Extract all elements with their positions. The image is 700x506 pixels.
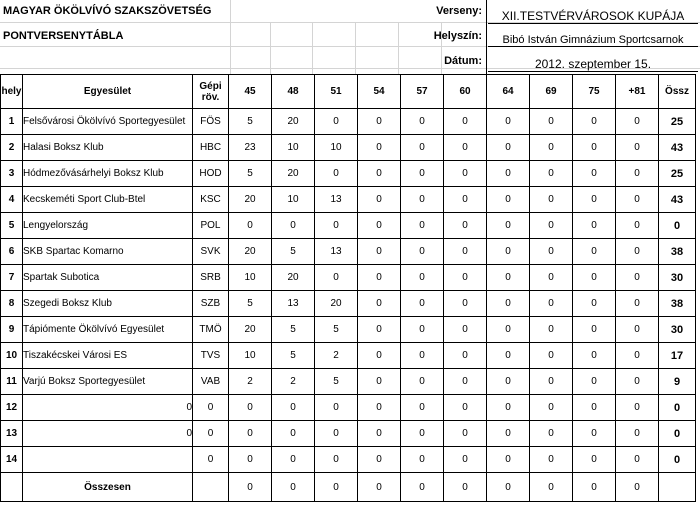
col-weight: +81	[616, 75, 659, 109]
score-cell[interactable]: 0	[401, 369, 444, 395]
club-cell[interactable]: Lengyelország	[23, 213, 193, 239]
col-place: hely	[1, 75, 23, 109]
summary-cell[interactable]	[659, 473, 696, 502]
score-cell[interactable]: 0	[401, 317, 444, 343]
score-cell[interactable]: 0	[573, 369, 616, 395]
score-cell[interactable]: 0	[358, 343, 401, 369]
score-cell[interactable]: 0	[272, 395, 315, 421]
score-cell[interactable]: 0	[401, 291, 444, 317]
score-cell[interactable]: 0	[444, 317, 487, 343]
score-cell[interactable]: 0	[444, 343, 487, 369]
score-cell[interactable]: 0	[358, 369, 401, 395]
code-cell[interactable]: HBC	[193, 135, 229, 161]
summary-cell[interactable]	[193, 473, 229, 502]
table-title: PONTVERSENYTÁBLA	[3, 30, 124, 42]
score-cell[interactable]: 0	[530, 161, 573, 187]
code-cell[interactable]: SVK	[193, 239, 229, 265]
score-cell[interactable]: 0	[315, 447, 358, 473]
score-cell[interactable]: 5	[229, 161, 272, 187]
score-cell[interactable]: 13	[272, 291, 315, 317]
club-cell[interactable]: 0	[23, 421, 193, 447]
summary-score[interactable]: 0	[272, 473, 315, 502]
score-cell[interactable]: 0	[487, 291, 530, 317]
score-cell[interactable]: 0	[272, 213, 315, 239]
summary-score[interactable]: 0	[358, 473, 401, 502]
summary-score[interactable]: 0	[229, 473, 272, 502]
score-cell[interactable]: 0	[487, 187, 530, 213]
score-cell[interactable]: 0	[573, 213, 616, 239]
club-cell[interactable]: Hódmezővásárhelyi Boksz Klub	[23, 161, 193, 187]
score-cell[interactable]: 0	[229, 213, 272, 239]
club-cell[interactable]: Spartak Subotica	[23, 265, 193, 291]
col-weight: 48	[272, 75, 315, 109]
col-code: Gépi röv.	[193, 75, 229, 109]
table-row	[1, 343, 696, 369]
score-cell[interactable]: 0	[444, 109, 487, 135]
score-cell[interactable]: 0	[401, 239, 444, 265]
total-cell[interactable]: 25	[659, 161, 696, 187]
score-cell[interactable]: 0	[401, 343, 444, 369]
total-cell[interactable]: 0	[659, 213, 696, 239]
table-row	[1, 447, 696, 473]
score-cell[interactable]: 0	[315, 161, 358, 187]
score-cell[interactable]: 20	[229, 239, 272, 265]
score-cell[interactable]: 2	[315, 343, 358, 369]
club-cell[interactable]: Varjú Boksz Sportegyesület	[23, 369, 193, 395]
score-cell[interactable]: 0	[272, 447, 315, 473]
score-cell[interactable]: 0	[444, 369, 487, 395]
place-cell[interactable]: 4	[1, 187, 23, 213]
score-cell[interactable]: 0	[530, 265, 573, 291]
score-cell[interactable]: 0	[573, 447, 616, 473]
score-cell[interactable]: 0	[530, 187, 573, 213]
summary-score[interactable]: 0	[444, 473, 487, 502]
total-cell[interactable]: 38	[659, 291, 696, 317]
summary-score[interactable]: 0	[315, 473, 358, 502]
place-cell[interactable]: 14	[1, 447, 23, 473]
score-cell[interactable]: 0	[616, 135, 659, 161]
code-cell[interactable]: 0	[193, 447, 229, 473]
col-weight: 51	[315, 75, 358, 109]
score-cell[interactable]: 5	[272, 317, 315, 343]
federation-title: MAGYAR ÖKÖLVÍVÓ SZAKSZÖVETSÉG	[3, 5, 212, 17]
score-cell[interactable]: 0	[487, 369, 530, 395]
code-cell[interactable]: 0	[193, 395, 229, 421]
score-cell[interactable]: 13	[315, 239, 358, 265]
club-cell[interactable]: Tápiómente Ökölvívó Egyesület	[23, 317, 193, 343]
score-cell[interactable]: 10	[272, 187, 315, 213]
score-cell[interactable]: 20	[229, 317, 272, 343]
score-cell[interactable]: 0	[487, 395, 530, 421]
col-total: Össz	[659, 75, 696, 109]
score-table	[0, 74, 696, 502]
code-cell[interactable]: SRB	[193, 265, 229, 291]
total-cell[interactable]: 30	[659, 265, 696, 291]
table-row	[1, 239, 696, 265]
score-cell[interactable]: 5	[272, 239, 315, 265]
score-cell[interactable]: 0	[315, 265, 358, 291]
club-cell[interactable]: Felsővárosi Ökölvívó Sportegyesület	[23, 109, 193, 135]
summary-score[interactable]: 0	[487, 473, 530, 502]
score-cell[interactable]: 0	[358, 135, 401, 161]
place-cell[interactable]: 7	[1, 265, 23, 291]
table-row	[1, 291, 696, 317]
score-cell[interactable]: 10	[229, 265, 272, 291]
club-cell[interactable]: SKB Spartac Komarno	[23, 239, 193, 265]
code-cell[interactable]: FÖS	[193, 109, 229, 135]
col-weight: 75	[573, 75, 616, 109]
score-cell[interactable]: 0	[616, 291, 659, 317]
col-weight: 57	[401, 75, 444, 109]
score-cell[interactable]: 0	[487, 213, 530, 239]
code-cell[interactable]: 0	[193, 421, 229, 447]
col-weight: 64	[487, 75, 530, 109]
score-cell[interactable]: 0	[401, 265, 444, 291]
place-cell[interactable]: 11	[1, 369, 23, 395]
score-cell[interactable]: 5	[315, 369, 358, 395]
place-cell[interactable]: 10	[1, 343, 23, 369]
score-cell[interactable]: 0	[444, 421, 487, 447]
score-cell[interactable]: 0	[530, 369, 573, 395]
score-cell[interactable]: 0	[444, 447, 487, 473]
score-cell[interactable]: 0	[444, 161, 487, 187]
venue-label: Helyszín:	[433, 30, 482, 42]
score-cell[interactable]: 20	[272, 265, 315, 291]
score-cell[interactable]: 2	[272, 369, 315, 395]
score-cell[interactable]: 0	[530, 343, 573, 369]
col-weight: 54	[358, 75, 401, 109]
place-cell[interactable]: 5	[1, 213, 23, 239]
club-cell[interactable]: Halasi Boksz Klub	[23, 135, 193, 161]
gridline	[355, 22, 356, 74]
score-cell[interactable]: 0	[401, 135, 444, 161]
club-cell[interactable]: Kecskeméti Sport Club-Btel	[23, 187, 193, 213]
summary-cell[interactable]	[1, 473, 23, 502]
summary-row	[1, 473, 696, 502]
score-cell[interactable]: 0	[229, 421, 272, 447]
table-row	[1, 369, 696, 395]
total-cell[interactable]: 9	[659, 369, 696, 395]
score-cell[interactable]: 0	[573, 421, 616, 447]
score-cell[interactable]: 10	[272, 135, 315, 161]
score-cell[interactable]: 5	[272, 343, 315, 369]
score-cell[interactable]: 0	[487, 109, 530, 135]
club-cell[interactable]	[23, 447, 193, 473]
date-value[interactable]: 2012. szeptember 15.	[488, 57, 698, 72]
score-cell[interactable]: 0	[487, 161, 530, 187]
code-cell[interactable]: TVS	[193, 343, 229, 369]
total-cell[interactable]: 0	[659, 447, 696, 473]
score-cell[interactable]: 0	[358, 317, 401, 343]
total-cell[interactable]: 25	[659, 109, 696, 135]
header-row	[1, 75, 696, 109]
place-cell[interactable]: 9	[1, 317, 23, 343]
score-cell[interactable]: 0	[401, 187, 444, 213]
score-cell[interactable]: 0	[616, 317, 659, 343]
place-cell[interactable]: 13	[1, 421, 23, 447]
score-cell[interactable]: 0	[616, 213, 659, 239]
score-cell[interactable]: 0	[444, 239, 487, 265]
score-cell[interactable]: 0	[487, 265, 530, 291]
total-cell[interactable]: 0	[659, 395, 696, 421]
score-cell[interactable]: 5	[229, 291, 272, 317]
score-cell[interactable]: 0	[573, 135, 616, 161]
score-cell[interactable]: 0	[315, 421, 358, 447]
club-cell[interactable]: 0	[23, 395, 193, 421]
score-cell[interactable]: 0	[358, 421, 401, 447]
col-weight: 60	[444, 75, 487, 109]
score-cell[interactable]: 0	[487, 421, 530, 447]
score-cell[interactable]: 0	[616, 343, 659, 369]
gridline	[312, 22, 313, 74]
table-row	[1, 109, 696, 135]
code-cell[interactable]: TMÖ	[193, 317, 229, 343]
score-cell[interactable]: 0	[573, 317, 616, 343]
score-cell[interactable]: 0	[444, 213, 487, 239]
score-cell[interactable]: 5	[229, 109, 272, 135]
code-cell[interactable]: HOD	[193, 161, 229, 187]
label-divider	[486, 0, 487, 74]
score-cell[interactable]: 0	[229, 395, 272, 421]
score-cell[interactable]: 0	[573, 109, 616, 135]
total-cell[interactable]: 30	[659, 317, 696, 343]
score-cell[interactable]: 0	[487, 447, 530, 473]
score-cell[interactable]: 0	[573, 395, 616, 421]
score-cell[interactable]: 13	[315, 187, 358, 213]
score-cell[interactable]: 0	[401, 161, 444, 187]
score-cell[interactable]: 0	[530, 395, 573, 421]
score-cell[interactable]: 0	[315, 395, 358, 421]
score-cell[interactable]: 0	[487, 239, 530, 265]
score-cell[interactable]: 20	[272, 109, 315, 135]
score-cell[interactable]: 0	[616, 161, 659, 187]
score-cell[interactable]: 0	[358, 213, 401, 239]
summary-label[interactable]: Összesen	[23, 473, 193, 502]
score-cell[interactable]: 0	[272, 421, 315, 447]
competition-label: Verseny:	[436, 5, 482, 17]
score-cell[interactable]: 0	[487, 317, 530, 343]
table-row	[1, 265, 696, 291]
score-cell[interactable]: 0	[401, 213, 444, 239]
place-cell[interactable]: 1	[1, 109, 23, 135]
total-cell[interactable]: 43	[659, 135, 696, 161]
score-cell[interactable]: 0	[573, 291, 616, 317]
score-cell[interactable]: 0	[573, 343, 616, 369]
club-cell[interactable]: Szegedi Boksz Klub	[23, 291, 193, 317]
score-cell[interactable]: 0	[358, 291, 401, 317]
col-weight: 69	[530, 75, 573, 109]
place-cell[interactable]: 2	[1, 135, 23, 161]
gridline	[398, 22, 399, 74]
table-row	[1, 317, 696, 343]
gridline	[270, 22, 271, 74]
score-cell[interactable]: 0	[616, 109, 659, 135]
score-cell[interactable]: 0	[487, 343, 530, 369]
total-cell[interactable]: 0	[659, 421, 696, 447]
table-row	[1, 187, 696, 213]
score-cell[interactable]: 0	[530, 291, 573, 317]
venue-value[interactable]: Bibó István Gimnázium Sportcsarnok	[488, 34, 698, 47]
score-cell[interactable]: 20	[272, 161, 315, 187]
table-row	[1, 213, 696, 239]
score-cell[interactable]: 0	[358, 109, 401, 135]
score-cell[interactable]: 0	[444, 291, 487, 317]
summary-score[interactable]: 0	[573, 473, 616, 502]
score-cell[interactable]: 0	[401, 109, 444, 135]
score-cell[interactable]: 0	[530, 213, 573, 239]
score-cell[interactable]: 0	[358, 239, 401, 265]
score-cell[interactable]: 23	[229, 135, 272, 161]
score-cell[interactable]: 0	[358, 447, 401, 473]
score-cell[interactable]: 20	[315, 291, 358, 317]
score-cell[interactable]: 10	[315, 135, 358, 161]
score-cell[interactable]: 0	[487, 135, 530, 161]
place-cell[interactable]: 3	[1, 161, 23, 187]
score-cell[interactable]: 0	[530, 239, 573, 265]
col-weight: 45	[229, 75, 272, 109]
score-cell[interactable]: 0	[616, 187, 659, 213]
col-club: Egyesület	[23, 75, 193, 109]
score-cell[interactable]: 0	[530, 447, 573, 473]
score-cell[interactable]: 0	[315, 109, 358, 135]
code-cell[interactable]: POL	[193, 213, 229, 239]
score-cell[interactable]: 20	[229, 187, 272, 213]
score-cell[interactable]: 5	[315, 317, 358, 343]
score-cell[interactable]: 0	[358, 395, 401, 421]
score-cell[interactable]: 0	[444, 395, 487, 421]
score-cell[interactable]: 10	[229, 343, 272, 369]
score-cell[interactable]: 0	[573, 161, 616, 187]
summary-score[interactable]: 0	[530, 473, 573, 502]
date-label: Dátum:	[444, 55, 482, 67]
score-cell[interactable]: 0	[530, 109, 573, 135]
table-row	[1, 395, 696, 421]
score-cell[interactable]: 0	[358, 265, 401, 291]
table-row	[1, 135, 696, 161]
score-cell[interactable]: 0	[530, 317, 573, 343]
code-cell[interactable]: VAB	[193, 369, 229, 395]
score-cell[interactable]: 0	[616, 239, 659, 265]
total-cell[interactable]: 43	[659, 187, 696, 213]
total-cell[interactable]: 38	[659, 239, 696, 265]
competition-value[interactable]: XII.TESTVÉRVÁROSOK KUPÁJA	[488, 9, 698, 24]
club-cell[interactable]: Tiszakécskei Városi ES	[23, 343, 193, 369]
score-cell[interactable]: 2	[229, 369, 272, 395]
place-cell[interactable]: 6	[1, 239, 23, 265]
total-cell[interactable]: 17	[659, 343, 696, 369]
score-cell[interactable]: 0	[530, 135, 573, 161]
score-cell[interactable]: 0	[616, 447, 659, 473]
score-cell[interactable]: 0	[616, 395, 659, 421]
gridline	[230, 0, 231, 74]
place-cell[interactable]: 12	[1, 395, 23, 421]
score-cell[interactable]: 0	[401, 395, 444, 421]
score-cell[interactable]: 0	[573, 187, 616, 213]
score-cell[interactable]: 0	[444, 187, 487, 213]
score-cell[interactable]: 0	[315, 213, 358, 239]
score-cell[interactable]: 0	[573, 239, 616, 265]
summary-score[interactable]: 0	[616, 473, 659, 502]
score-cell[interactable]: 0	[229, 447, 272, 473]
score-cell[interactable]: 0	[358, 161, 401, 187]
place-cell[interactable]: 8	[1, 291, 23, 317]
score-cell[interactable]: 0	[401, 421, 444, 447]
score-cell[interactable]: 0	[358, 187, 401, 213]
summary-score[interactable]: 0	[401, 473, 444, 502]
score-cell[interactable]: 0	[401, 447, 444, 473]
score-cell[interactable]: 0	[444, 135, 487, 161]
table-row	[1, 421, 696, 447]
score-cell[interactable]: 0	[616, 369, 659, 395]
score-cell[interactable]: 0	[444, 265, 487, 291]
score-cell[interactable]: 0	[616, 265, 659, 291]
code-cell[interactable]: SZB	[193, 291, 229, 317]
score-cell[interactable]: 0	[573, 265, 616, 291]
table-row	[1, 161, 696, 187]
score-cell[interactable]: 0	[530, 421, 573, 447]
score-cell[interactable]: 0	[616, 421, 659, 447]
code-cell[interactable]: KSC	[193, 187, 229, 213]
